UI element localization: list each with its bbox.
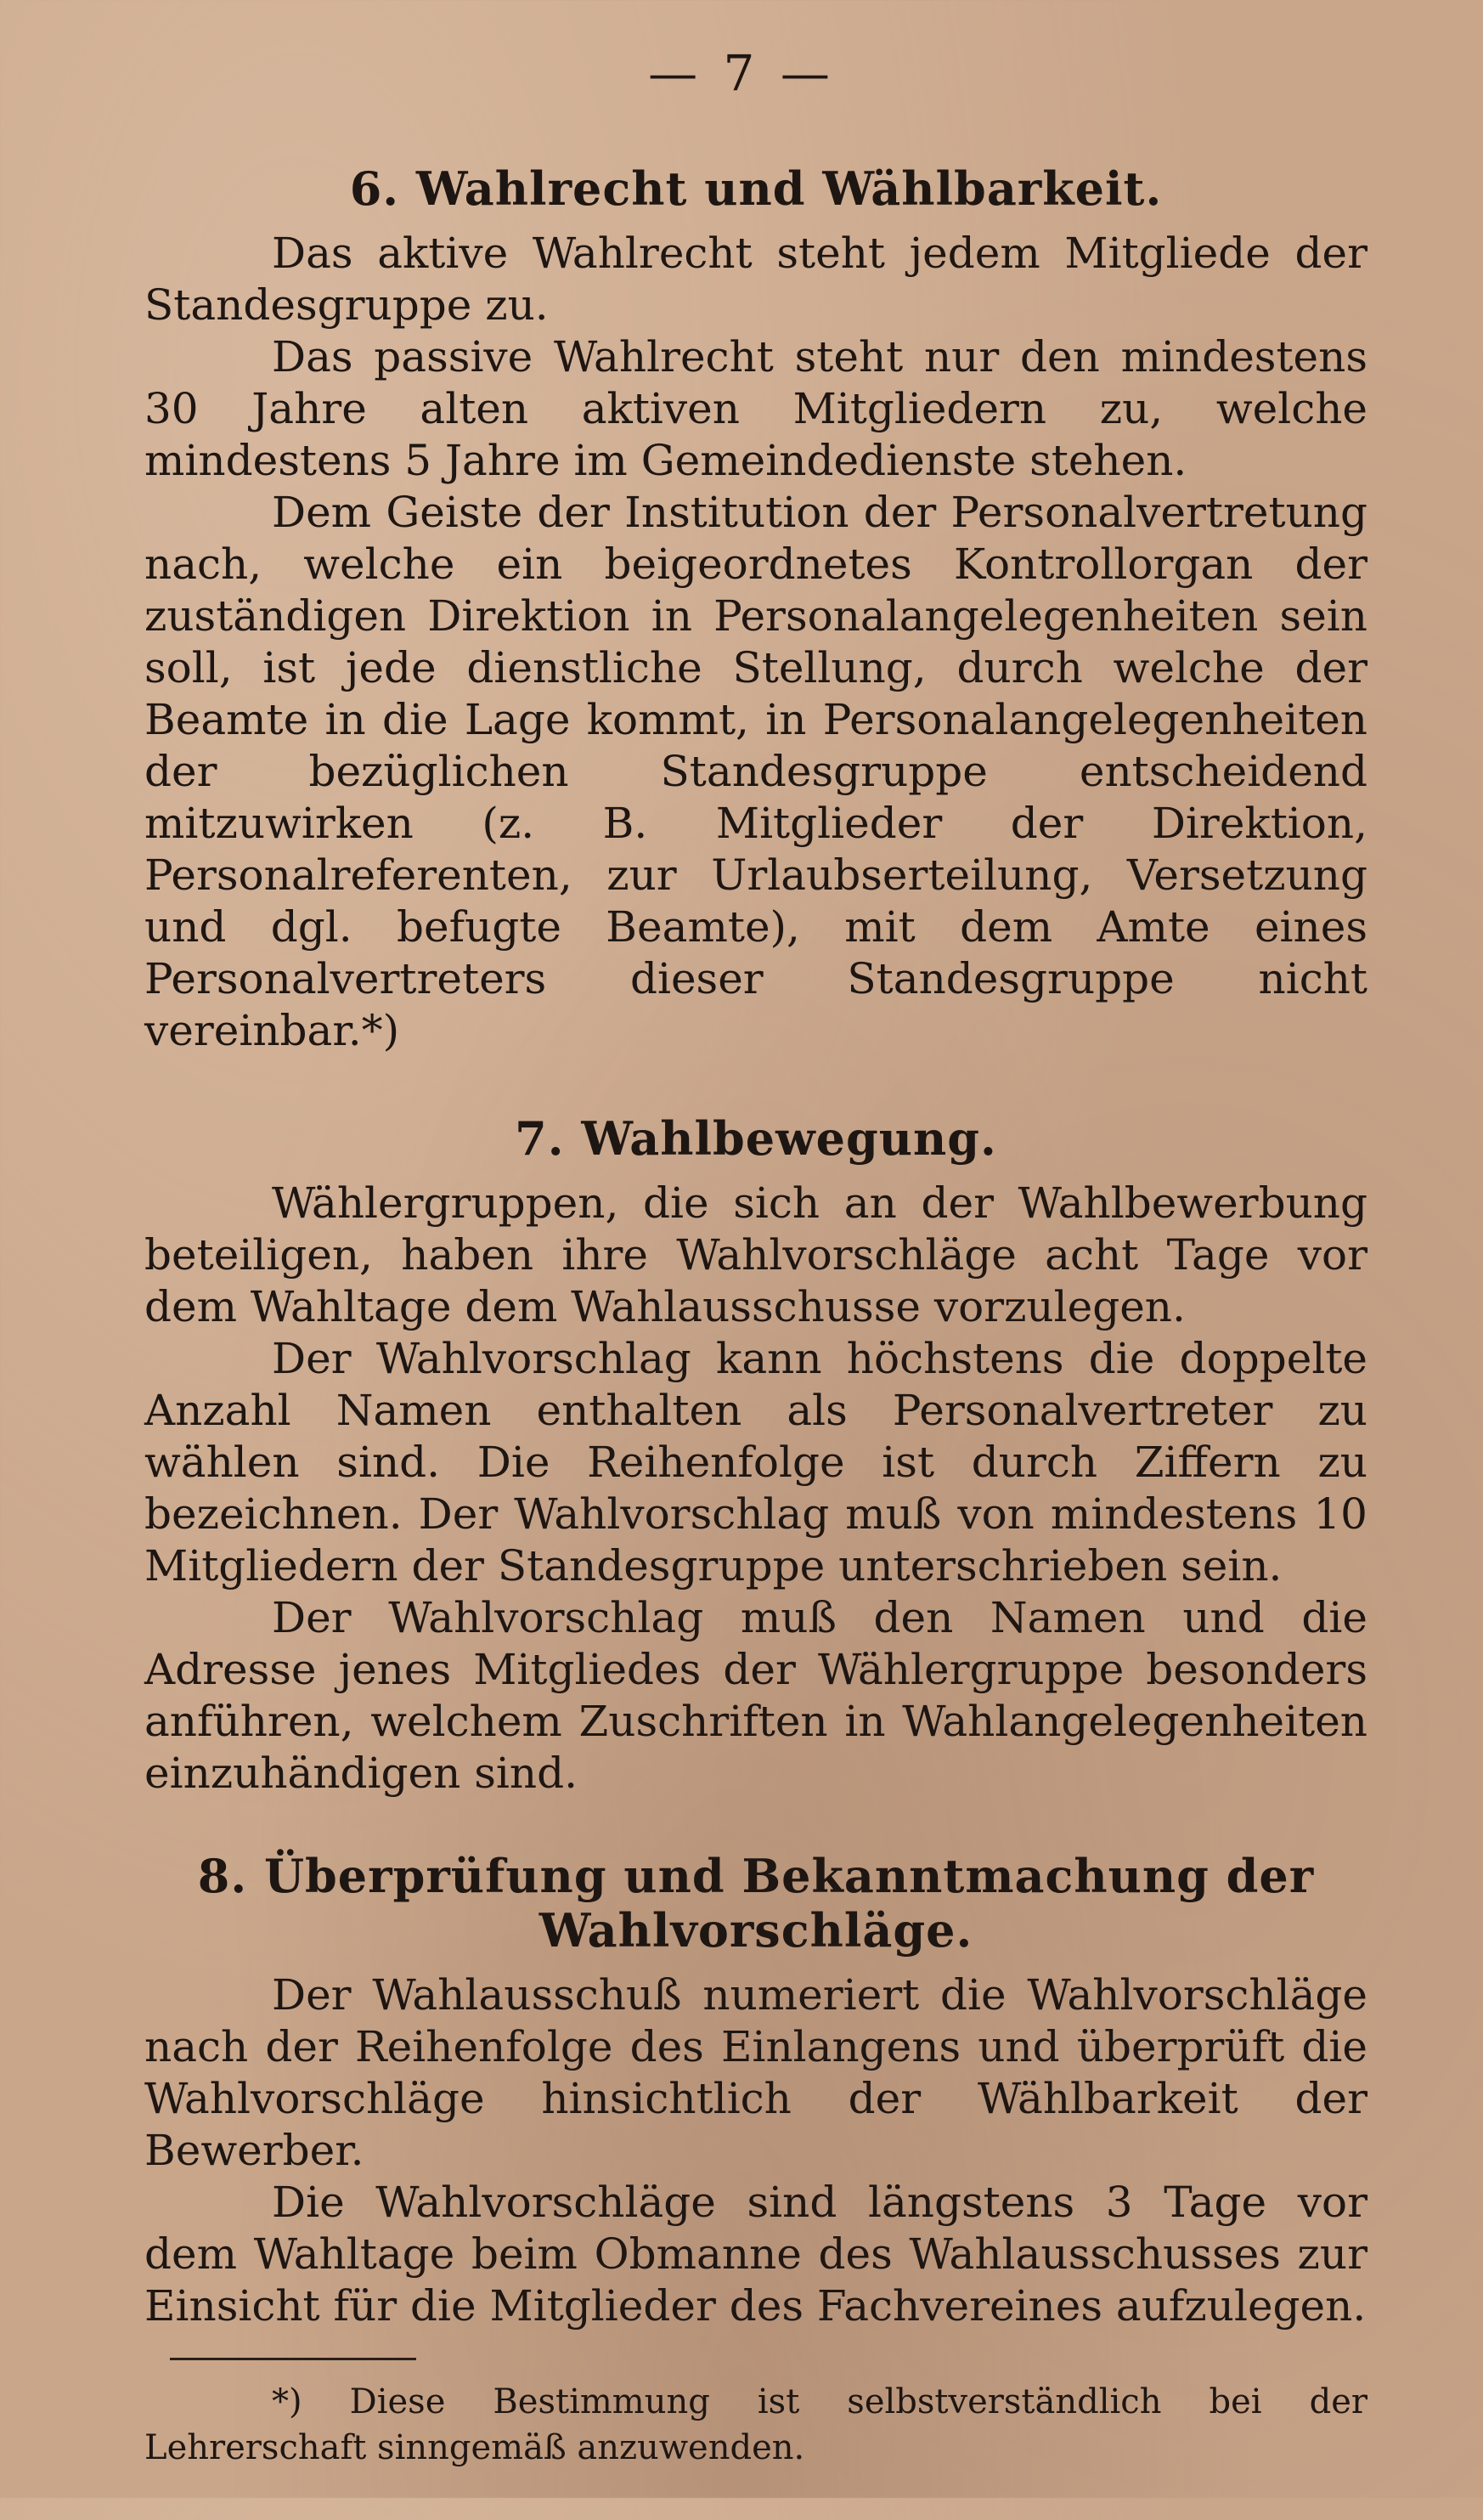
paragraph: Das passive Wahlrecht steht nur den mindestens 30 Jahre alten aktiven Mitgliedern zu, welche mindestens 5 Jahre im Gemeindedienste stehen.: [144, 332, 1367, 485]
section-wahlbewegung: [144, 1111, 1367, 1800]
footnote-divider: [170, 2358, 416, 2360]
section-wahlrecht: [144, 161, 1367, 1057]
section-ueberpruefung: [144, 1849, 1367, 2471]
paragraph: Wählergruppen, die sich an der Wahlbewerbung beteiligen, haben ihre Wahlvorschläge acht Tage vor dem Wahltage dem Wahlausschusse vorzulegen.: [144, 1178, 1367, 1331]
section-heading: 7. Wahlbewegung.: [515, 1111, 997, 1166]
paragraph: Der Wahlvorschlag kann höchstens die doppelte Anzahl Namen enthalten als Personalvertreter zu wählen sind. Die Reihenfolge ist durch Ziffern zu bezeichnen. Der Wahlvorschlag muß von mindestens 10 Mitgliedern der Standesgruppe unterschrieben sein.: [144, 1334, 1367, 1591]
section-heading-line: 8. Überprüfung und Bekanntmachung der: [197, 1849, 1315, 1903]
paragraph: Dem Geiste der Institution der Personalvertretung nach, welche ein beigeordnetes Kontrollorgan der zuständigen Direktion in Personalangelegenheiten sein soll, ist jede dienstliche Stellung, durch welche der Beamte in die Lage kommt, in Personalangelegenheiten der bezüglichen Standesgruppe entscheidend mitzuwirken (z. B. Mitglieder der Direktion, Personalreferenten, zur Urlaubserteilung, Versetzung und dgl. befugte Beamte), mit dem Amte eines Personalvertreters dieser Standesgruppe nicht vereinbar.*): [144, 488, 1367, 1055]
section-heading: 6. Wahlrecht und Wählbarkeit.: [349, 161, 1163, 216]
page-content: [144, 161, 1367, 2520]
paragraph: Die Wahlvorschläge sind längstens 3 Tage vor dem Wahltage beim Obmanne des Wahlausschusses zur Einsicht für die Mitglieder des Fachvereines aufzulegen.: [144, 2178, 1367, 2331]
paragraph: Das aktive Wahlrecht steht jedem Mitgliede der Standesgruppe zu.: [144, 229, 1367, 330]
paragraph: Der Wahlvorschlag muß den Namen und die Adresse jenes Mitgliedes der Wählergruppe besonders anführen, welchem Zuschriften in Wahlangelegenheiten einzuhändigen sind.: [144, 1593, 1367, 1798]
section-heading: [144, 1849, 1367, 1958]
paragraph: Der Wahlausschuß numeriert die Wahlvorschläge nach der Reihenfolge des Einlangens und überprüft die Wahlvorschläge hinsichtlich der Wählbarkeit der Bewerber.: [144, 1970, 1367, 2175]
section-heading-line: Wahlvorschläge.: [539, 1903, 973, 1958]
footnote: *) Diese Bestimmung ist selbstverständlich bei der Lehrerschaft sinngemäß anzuwenden.: [144, 2382, 1367, 2467]
page-number: — 7 —: [648, 44, 835, 102]
